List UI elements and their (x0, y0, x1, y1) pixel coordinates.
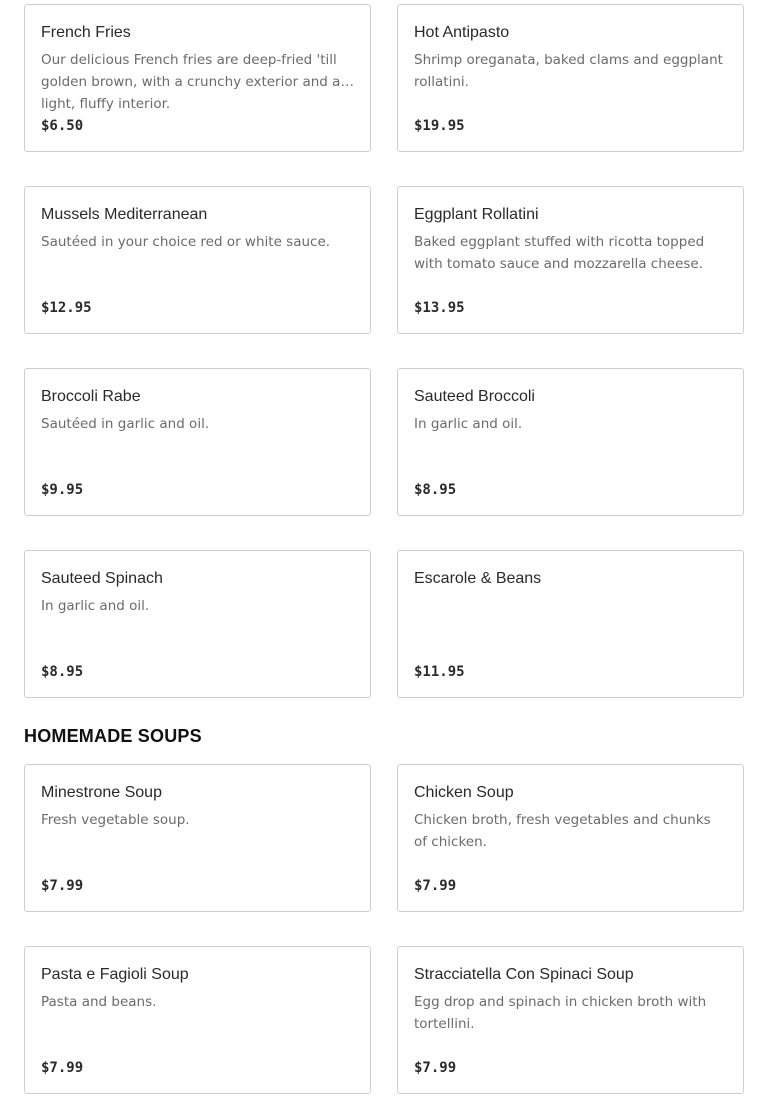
menu-item-description: Chicken broth, fresh vegetables and chunks of chicken. (414, 812, 711, 850)
menu-item-price: $7.99 (41, 1060, 84, 1076)
menu-item-price: $9.95 (41, 482, 84, 498)
menu-item-name: Pasta e Fagioli Soup (41, 966, 189, 983)
menu-item-description: Shrimp oreganata, baked clams and eggplant rollatini. (414, 52, 723, 90)
menu-item-name: Mussels Mediterranean (41, 206, 208, 223)
menu-item-price: $8.95 (41, 664, 84, 680)
menu-item-card[interactable] (24, 946, 371, 1094)
menu-item-name: Sauteed Spinach (41, 570, 163, 587)
menu-item-description: In garlic and oil. (41, 598, 150, 614)
menu-item-card[interactable] (397, 368, 744, 516)
menu-item-card[interactable] (24, 550, 371, 698)
menu-item-card[interactable] (397, 946, 744, 1094)
menu-item-card[interactable] (397, 186, 744, 334)
menu-item-card[interactable] (397, 764, 744, 912)
menu-item-description: Sautéed in garlic and oil. (41, 416, 210, 432)
menu-item-name: Escarole & Beans (414, 570, 542, 587)
menu-item-description: Pasta and beans. (41, 994, 157, 1010)
menu-item-price: $11.95 (414, 664, 465, 680)
menu-item-card[interactable] (24, 368, 371, 516)
menu-item-card[interactable] (24, 764, 371, 912)
menu-item-price: $12.95 (41, 300, 92, 316)
menu-item-name: Minestrone Soup (41, 784, 162, 801)
menu-item-name: Chicken Soup (414, 784, 514, 801)
menu-item-price: $8.95 (414, 482, 457, 498)
menu-item-price: $7.99 (414, 1060, 457, 1076)
menu-item-name: Eggplant Rollatini (414, 206, 539, 223)
menu-item-price: $19.95 (414, 118, 465, 134)
menu-item-name: French Fries (41, 24, 131, 41)
menu-item-price: $13.95 (414, 300, 465, 316)
menu-item-description: In garlic and oil. (414, 416, 523, 432)
menu-item-price: $6.50 (41, 118, 84, 134)
menu-item-card[interactable] (24, 186, 371, 334)
section-heading-soups: HOMEMADE SOUPS (24, 726, 202, 746)
menu-item-description: Our delicious French fries are deep-fried 'till golden brown, with a crunchy exterior and a light, fluffy interior. (41, 52, 341, 112)
menu-item-description: Baked eggplant stuffed with ricotta topped with tomato sauce and mozzarella cheese. (414, 234, 705, 272)
menu-item-card[interactable] (397, 4, 744, 152)
menu-item-price: $7.99 (41, 878, 84, 894)
menu-item-name: Hot Antipasto (414, 24, 510, 41)
menu-item-description: Fresh vegetable soup. (41, 812, 190, 828)
menu-item-name: Sauteed Broccoli (414, 388, 535, 405)
menu-item-card[interactable] (24, 4, 371, 152)
menu-item-name: Stracciatella Con Spinaci Soup (414, 966, 634, 983)
menu-item-price: $7.99 (414, 878, 457, 894)
menu-item-card[interactable] (397, 550, 744, 698)
menu-item-description: Egg drop and spinach in chicken broth with tortellini. (414, 994, 707, 1032)
menu-item-name: Broccoli Rabe (41, 388, 141, 405)
menu-item-description: Sautéed in your choice red or white sauce. (41, 234, 331, 250)
